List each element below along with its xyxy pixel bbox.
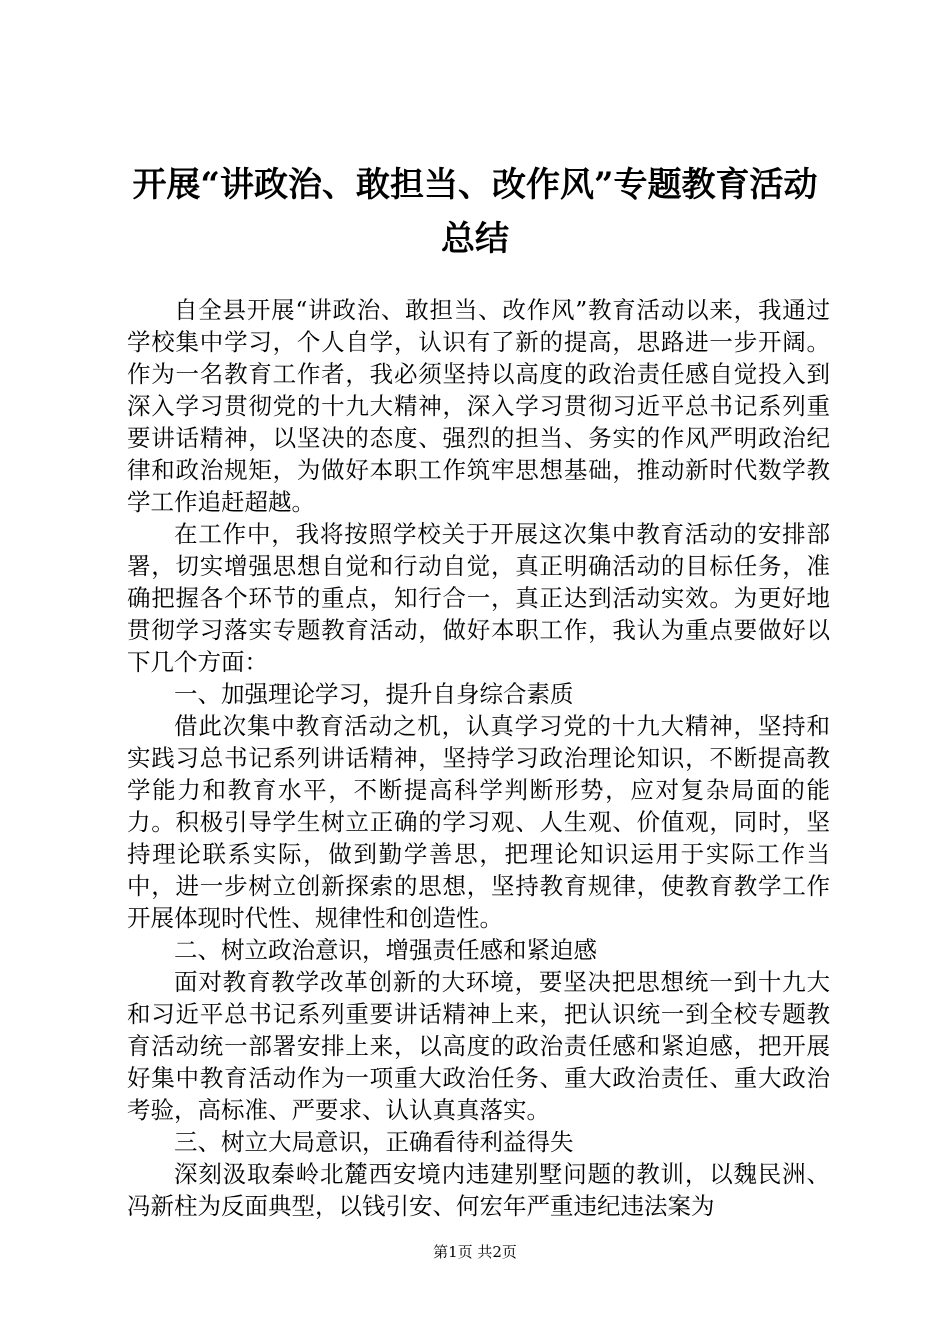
paragraph-intro: 自全县开展“讲政治、敢担当、改作风”教育活动以来，我通过学校集中学习，个人自学，认识有了新的提高，思路进一步开阔。作为一名教育工作者，我必须坚持以高度的政治责任感自觉投入到深入学习贯彻党的十九大精神，深入学习贯彻习近平总书记系列重要讲话精神，以坚决的态度、强烈的担当、务实的作风严明政治纪律和政治规矩，为做好本职工作筑牢思想基础，推动新时代数学教学工作追赶超越。 (127, 296, 830, 516)
section-heading-2: 二、树立政治意识，增强责任感和紧迫感 (174, 936, 597, 964)
paragraph-section-1: 借此次集中教育活动之机，认真学习党的十九大精神，坚持和实践习总书记系列讲话精神，坚持学习政治理论知识，不断提高教学能力和教育水平，不断提高科学判断形势，应对复杂局面的能力。积极引导学生树立正确的学习观、人生观、价值观，同时，坚持理论联系实际，做到勤学善思，把理论知识运用于实际工作当中，进一步树立创新探索的思想，坚持教育规律，使教育教学工作开展体现时代性、规律性和创造性。 (127, 712, 830, 932)
paragraph-work-plan: 在工作中，我将按照学校关于开展这次集中教育活动的安排部署，切实增强思想自觉和行动自觉，真正明确活动的目标任务，准确把握各个环节的重点，知行合一，真正达到活动实效。为更好地贯彻学习落实专题教育活动，做好本职工作，我认为重点要做好以下几个方面： (127, 520, 830, 676)
section-heading-3: 三、树立大局意识，正确看待利益得失 (174, 1128, 574, 1156)
paragraph-section-2: 面对教育教学改革创新的大环境，要坚决把思想统一到十九大和习近平总书记系列重要讲话精神上来，把认识统一到全校专题教育活动统一部署安排上来，以高度的政治责任感和紧迫感，把开展好集中教育活动作为一项重大政治任务、重大政治责任、重大政治考验，高标准、严要求、认认真真落实。 (127, 968, 830, 1124)
paragraph-section-3: 深刻汲取秦岭北麓西安境内违建别墅问题的教训，以魏民洲、冯新柱为反面典型，以钱引安、何宏年严重违纪违法案为 (127, 1160, 830, 1220)
section-heading-1: 一、加强理论学习，提升自身综合素质 (174, 680, 574, 708)
document-title: 开展“讲政治、敢担当、改作风”专题教育活动总结 (132, 165, 818, 259)
page-number-footer: 第1页 共2页 (433, 1243, 517, 1261)
document-body (127, 294, 830, 1222)
